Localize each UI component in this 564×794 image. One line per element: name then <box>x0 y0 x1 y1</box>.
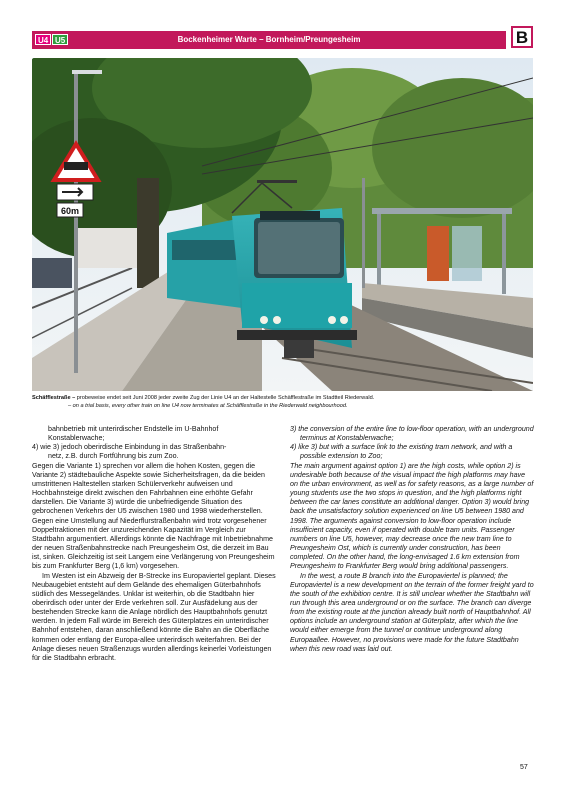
english-paragraph: 3) the conversion of the entire line to low-floor operation, with an underground terminus at Konstablerwache; <box>290 425 534 443</box>
german-text-column <box>32 425 276 663</box>
section-letter-badge: B <box>511 26 533 48</box>
caption-title: Schäfflestraße – <box>32 395 76 401</box>
line-badge-u4: U4 <box>35 34 51 45</box>
caption-german: probeweise endet seit Juni 2008 jeder zweite Zug der Linie U4 an der Haltestelle Schäfflestraße im Stadtteil Riederwald. <box>75 395 375 401</box>
german-paragraph: netz, z.B. durch Fortführung bis zum Zoo. <box>48 452 179 461</box>
german-paragraph: Konstablerwache; <box>48 434 105 443</box>
english-paragraph: The main argument against option 1) are the high costs, while option 2) is undesirable both because of the visual impact the high platforms may have on the urban environment, as well as for safety reasons, as a large number of young students use the two stops in question, and the high platforms right between the car lanes constitute an additional danger. Option 3) would bring back the unsatisfactory solution experienced on line U5 between 1980 and 1998. The arguments against conversion to low-floor operation include insufficient capacity, even if operated with double tram units. Passenger numbers on line U5, however, may decrease once the new tram line to Preungesheim Ost, which is currently under construction, has been completed. On the other hand, the long-envisaged 1.6 km extension from Preungesheim to Frankfurter Berg would bring additional passengers. <box>290 461 534 571</box>
german-paragraph: bahnbetrieb mit unterirdischer Endstelle im U-Bahnhof <box>48 425 219 433</box>
german-paragraph: Gegen die Variante 1) sprechen vor allem die hohen Kosten, gegen die Variante 2) städtebauliche Aspekte sowie Sicherheitsfragen, da die beiden umstrittenen Haltestellen starken Schülerverkehr aufweisen und Hochbahnsteige direkt zwischen den Fahrbahnen eine erhöhte Gefahr darstellen. Die Variante 3) würde die unbefriedigende Situation des gebrochenen Verkehrs der U5 zwischen 1980 und 1998 wiederherstellen. Gegen eine Umstellung auf Niederflurstraßenbahn wird trotz vorgesehener Doppeltraktionen mit der unzureichenden Kapazität im Vergleich zur Stadtbahn argumentiert. Allerdings könnte die Nachfrage mit Inbetriebnahme der neuen Straßenbahnstrecke nach Preungesheim Ost, die derzeit im Bau ist, sinken. Gleichzeitig ist seit Langem eine Verlängerung von Preungesheim bis zum Frankfurter Berg (1,6 km) vorgesehen. <box>32 461 275 571</box>
line-badge-u5: U5 <box>52 34 68 45</box>
route-title: Bockenheimer Warte – Bornheim/Preungesheim <box>177 35 361 44</box>
caption-english: – on a trial basis, every other train on line U4 now terminates at Schäfflestraße in the Riederwald neighbourhood. <box>68 403 348 409</box>
page-number: 57 <box>520 764 528 771</box>
english-paragraph: In the west, a route B branch into the Europaviertel is planned; the Europaviertel is a new development on the terrain of the former freight yard to the south of the exhibition centre. It is still unclear whether the Stadtbahn will run through this area underground or on the surface. The branch can diverge from the existing route at the junction already built north of Hauptbahnhof. All options include an underground station at Güterplatz, after which the line would either emerge from the tunnel or continue underground along Europaallee. However, no provisions were made for the future Stadtbahn when this new road was laid out. <box>290 571 534 653</box>
sign-distance-label: 60m <box>60 206 80 216</box>
tram-photo-illustration <box>32 58 533 391</box>
german-paragraph: Im Westen ist ein Abzweig der B-Strecke ins Europaviertel geplant. Dieses Neubaugebiet entsteht auf dem Gelände des ehemaligen Güterbahnhofs südlich des Messegeländes. Unklar ist weiterhin, ob die Stadtbahn hier oberirdisch oder unter der Erde verkehren soll. Zur Ausfädelung aus der bestehenden Strecke kann die Anlage nördlich des Hauptbahnhofs genutzt werden. In jedem Fall würde im Bereich des Güterplatzes ein unterirdischer Bahnhof entstehen, daran anschließend könnte die Bahn an die Oberfläche kommen oder entlang der Europa-allee unterirdisch weiterfahren. Bei der Anlage dieses neuen Straßenzugs wurden allerdings keinerlei Vorleistungen für die Stadtbahn erbracht. <box>32 571 276 662</box>
english-paragraph: 4) like 3) but with a surface link to the existing tram network, and with a possible extension to Zoo; <box>290 443 513 461</box>
german-paragraph: 4) wie 3) jedoch oberirdische Einbindung in das Straßenbahn- <box>32 443 227 452</box>
english-text-column <box>290 425 534 654</box>
tram-photo <box>32 58 533 391</box>
photo-caption <box>32 394 533 410</box>
page-header-bar <box>32 31 506 49</box>
